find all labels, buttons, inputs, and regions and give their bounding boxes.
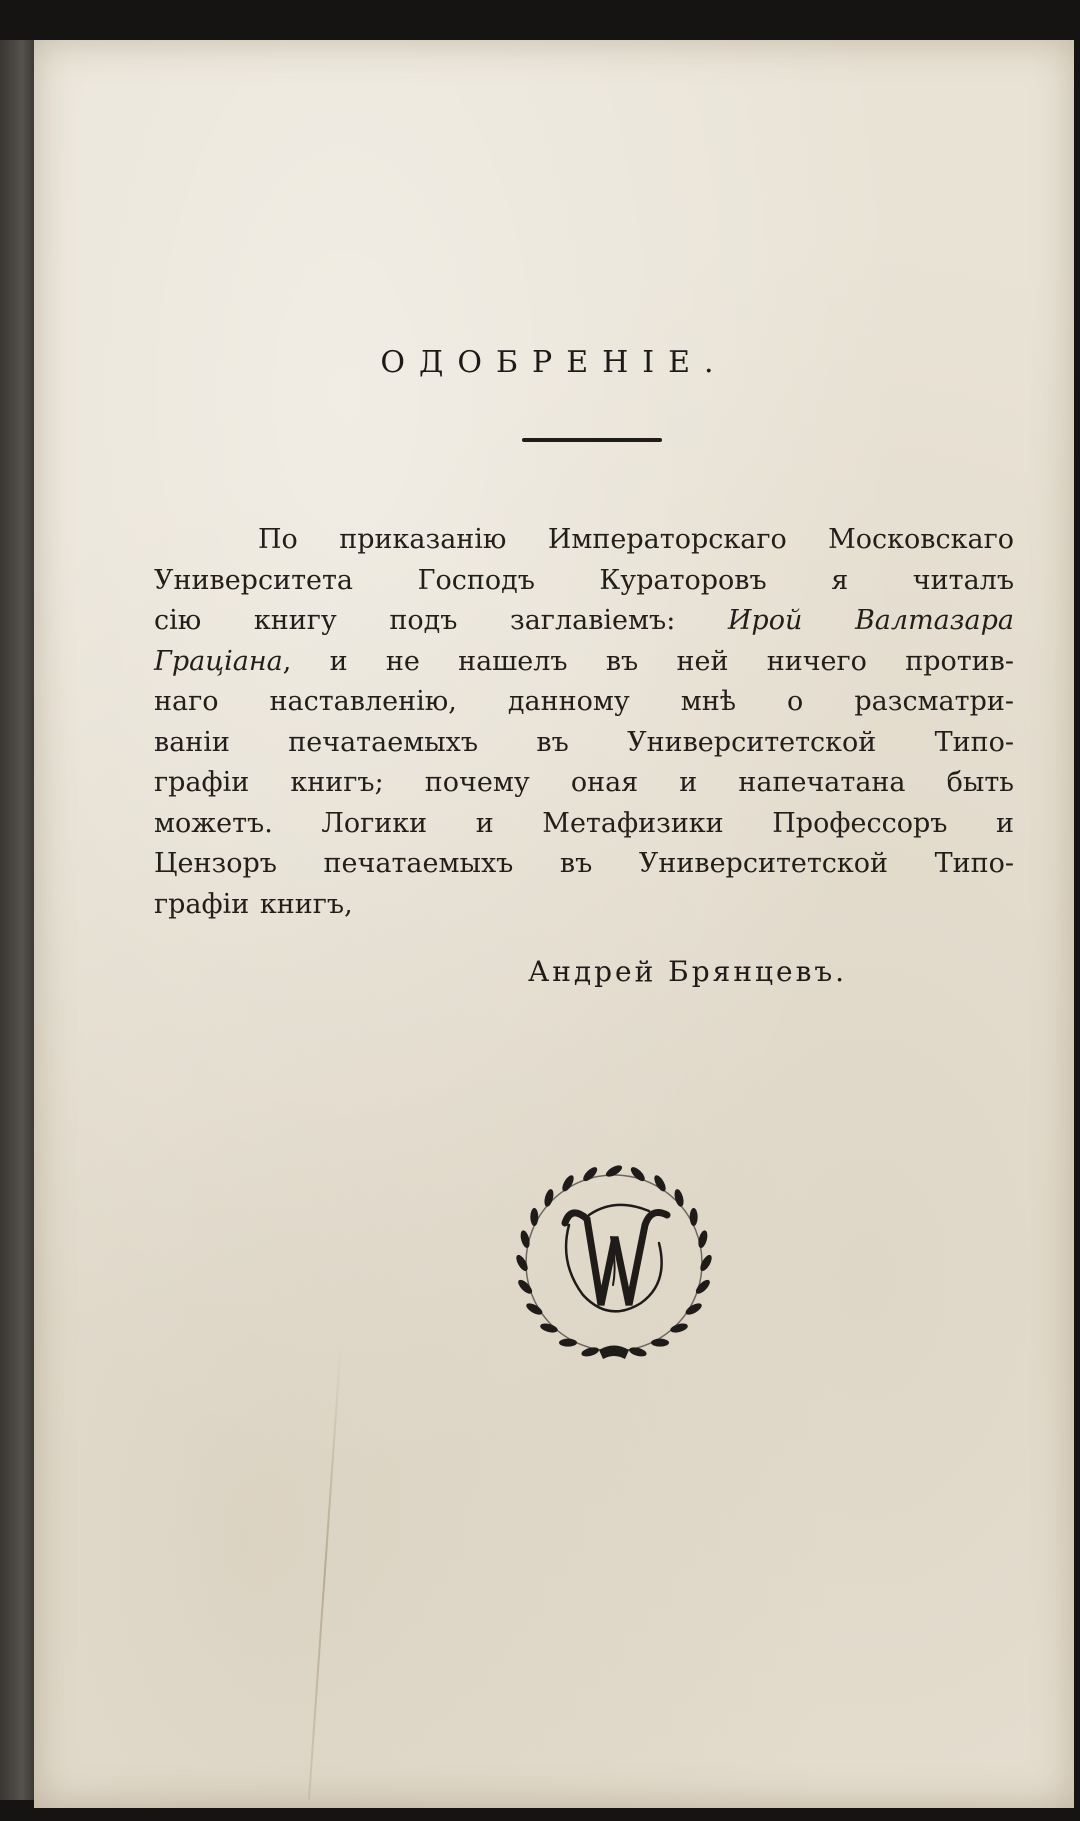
- text-line: ваніи печатаемыхъ въ Университетской Типо-: [154, 726, 1014, 758]
- text-fragment: , и не нашелъ въ ней ничего против-: [282, 645, 1014, 677]
- text-line: можетъ. Логики и Метафизики Профессоръ и: [154, 807, 1014, 839]
- text-line: графіи книгъ; почему оная и напечатана быть: [154, 767, 1014, 798]
- heading-rule: [522, 438, 662, 442]
- text-line: графіи книгъ,: [154, 888, 353, 920]
- censor-signature: Андрей Брянцевъ.: [528, 955, 848, 988]
- text-line: наго наставленію, данному мнѣ о разсматри-: [154, 686, 1014, 717]
- book-title-fragment: Ирой Валтазара: [727, 605, 1014, 636]
- text-fragment: сію книгу подъ заглавіемъ:: [154, 605, 676, 636]
- book-title-fragment: Граціана: [154, 645, 283, 677]
- text-line: Цензоръ печатаемыхъ въ Университетской Типо-: [154, 848, 1014, 879]
- paper-crease: [308, 1340, 342, 1799]
- book-page: [34, 40, 1074, 1808]
- text-line: [154, 642, 1014, 683]
- text-line: [154, 601, 1014, 642]
- page-heading: ОДОБРЕНІЕ.: [380, 345, 728, 380]
- text-line: По приказанію Императорскаго Московскаго: [258, 524, 1014, 555]
- wreath-monogram-icon: [499, 1145, 729, 1375]
- approval-text: [154, 520, 1014, 925]
- text-line: Университета Господъ Кураторовъ я читалъ: [154, 564, 1014, 596]
